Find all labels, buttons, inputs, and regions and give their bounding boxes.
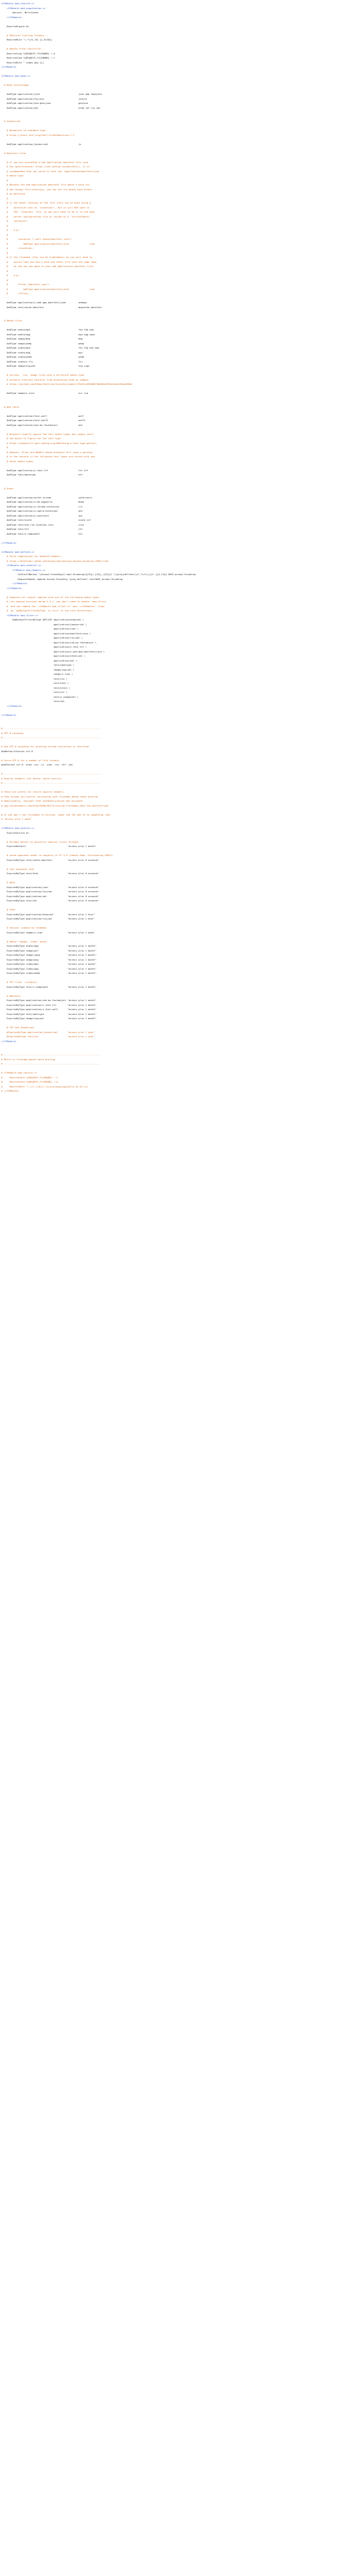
code-line: ExpiresByType image/gif "access plus 1 month"	[1, 948, 97, 952]
code-line: # Favicon (cannot be renamed)	[1, 926, 47, 929]
code-line	[1, 708, 361, 713]
code-line: ExpiresByType application/x-font-ttf "access plus 1 month"	[1, 1003, 97, 1006]
code-line: # Because the web application manifest file doesn't have its	[1, 183, 90, 186]
code-line: # server configuration file or inside of a `<VirtualHost>`	[1, 214, 91, 218]
code-line: # ----------------------------------------------------------------------	[1, 736, 101, 739]
code-line	[1, 1048, 361, 1053]
code-line: </IfModule>	[1, 541, 17, 544]
code-line: # <IfModule mod_rewrite.c>	[1, 1071, 37, 1074]
code-line: # as the one you gave to your web application manifest file)	[1, 265, 94, 268]
code-line: # Expires headers (for better cache control)	[1, 776, 62, 780]
code-line	[1, 309, 361, 314]
code-line: # container)	[1, 219, 28, 222]
code-line	[1, 137, 361, 142]
code-line: AddType application/x-web-app-manifest+json webapp	[1, 301, 87, 304]
code-line: AddType video/mp4 f4v f4p m4v mp4	[1, 346, 100, 349]
code-line: # RewriteCond %{REQUEST_FILENAME} !-d	[1, 1080, 58, 1083]
code-line: # <Files "manifest.json">	[1, 283, 50, 286]
code-line: #ExpiresByType text/css "access plus 1 year"	[1, 1035, 95, 1038]
code-line: # Normalize to standard type.	[1, 129, 47, 132]
code-line: RequestHeader append Accept-Encoding "gzip,deflate" env=HAVE_Accept-Encoding	[1, 577, 123, 581]
code-line: AddType application/vnd.geo+json geojson	[1, 101, 89, 105]
code-line	[1, 427, 361, 432]
code-line: #	[1, 196, 8, 200]
code-line	[1, 767, 361, 772]
code-line: # the bytes to figure out the font type.	[1, 437, 62, 440]
code-line	[1, 115, 361, 120]
code-line: # CSS and JavaScript	[1, 1026, 34, 1029]
code-line: AddType image/webp webp	[1, 341, 84, 345]
code-line: AddType image/x-icon cur ico	[1, 391, 89, 394]
code-line: SetEnvIfNoCase ^(Accept-EncodXng|X-cept-Encoding|X{15}|~{15}|-{15})$ ^((gzip|deflate)\s*,?\s*)+|[X~-]{4,13}$ HAVE_Accept-Encoding	[1, 573, 196, 576]
code-line: ExpiresByType text/cache-manifest "access plus 0 seconds"	[1, 858, 100, 861]
code-line: AddType application/x-opera-extension oex	[1, 509, 83, 512]
code-line: # and can remove the `<IfModule mod_filter.c>` and `</IfModule>` lines	[1, 604, 105, 608]
code-line: ExpiresByType application/ld+json "access plus 0 seconds"	[1, 890, 100, 893]
code-line	[1, 323, 361, 328]
code-line: image/svg+xml \	[1, 668, 75, 671]
code-line: # Force compression for mangled headers.	[1, 555, 62, 558]
code-line: ExpiresByType text/x-component "access plus 1 month"	[1, 985, 97, 988]
code-line: font/opentype \	[1, 663, 75, 666]
code-line: application/manifest+json \	[1, 631, 91, 635]
code-line: # Built-in filename-based cache busting	[1, 1057, 56, 1061]
code-line: AddType text/vcard vcard vcf	[1, 518, 91, 521]
code-line: # "access plus 1 week".	[1, 817, 33, 820]
code-line: # Additionally, consider that outdated proxies may miscache	[1, 799, 83, 802]
code-line: application/xml \	[1, 658, 77, 662]
code-line: # These are pretty far-future expires headers.	[1, 790, 65, 793]
code-line	[1, 835, 361, 840]
code-line: # (for Apache versions below 2.3.7, you don't need to enable `mod_filter`	[1, 600, 108, 603]
code-line: # They assume you control versioning with filename-based cache busting	[1, 794, 98, 798]
code-line: # prevents Internet Explorer from displaying them as images:	[1, 378, 90, 381]
code-line	[1, 42, 361, 47]
code-line	[1, 545, 361, 550]
code-line: AddType video/x-flv flv	[1, 359, 83, 363]
code-line: AddCharset utf-8 .atom .css .js .json .rss .vtt .xml	[1, 763, 73, 766]
code-line: #ExpiresByType application/javascript "access plus 1 year"	[1, 1030, 95, 1034]
code-line: AddType image/svg+xml svg svgz	[1, 364, 90, 367]
code-line: AddType application/javascript js	[1, 142, 81, 146]
code-line: ExpiresByType text/html "access plus 0 seconds"	[1, 872, 100, 875]
code-line: AddType video/webm webm	[1, 355, 84, 358]
code-line: AddType text/cache-manifest appcache manifest	[1, 305, 102, 309]
code-line	[1, 849, 361, 854]
code-line	[1, 1066, 361, 1071]
code-line: # Web fonts	[1, 405, 19, 408]
code-line: # 2) the filename (this can be problematic as you will need to	[1, 256, 92, 259]
code-line: # AddType application/manifest+json json	[1, 242, 95, 245]
code-line: #	[1, 233, 8, 236]
code-line	[1, 1043, 361, 1048]
code-line	[1, 989, 361, 994]
code-line: AddType application/font-woff2 woff2	[1, 419, 86, 422]
code-line: </IfModule>	[1, 713, 17, 716]
code-line: # by matching:	[1, 192, 27, 195]
code-line: ExpiresActive on	[1, 831, 29, 834]
code-line: # HTC files (css3pie)	[1, 980, 37, 984]
code-line: application/javascript \	[1, 622, 87, 626]
code-line	[1, 753, 361, 758]
code-line: # Other	[1, 486, 14, 490]
code-line: #	[1, 251, 8, 254]
code-line: # e.g.:	[1, 274, 21, 277]
code-line	[1, 740, 361, 745]
code-line: # RewriteCond %{REQUEST_FILENAME} !-f	[1, 1075, 58, 1079]
code-line: ExpiresByType image/svg+xml "access plus 1 month"	[1, 1017, 97, 1020]
code-line: ExpiresByType text/xml "access plus 0 seconds"	[1, 899, 100, 902]
code-line: text/css \	[1, 677, 68, 680]
code-line: # Browsers usually ignore the font media types and simply sniff	[1, 432, 94, 436]
code-line: # Manifest files	[1, 151, 27, 155]
code-line	[1, 400, 361, 405]
code-line	[1, 935, 361, 939]
code-line: # Feed	[1, 908, 15, 911]
code-line: AddType application/xml atom rdf rss xml	[1, 106, 101, 109]
code-line: # ensure that you don't have any other file with the same name	[1, 260, 97, 263]
code-line	[1, 155, 361, 160]
code-line	[1, 463, 361, 468]
code-line: # Compress all output labeled with one of the following media types	[1, 595, 100, 599]
code-line: # the specification: https://w3c.github.io/manifest/), it is	[1, 165, 90, 168]
code-line: ExpiresByType image/png "access plus 1 month"	[1, 958, 97, 961]
code-line: </IfModule>	[1, 704, 22, 707]
code-line: # www.stevesouders.com/blog/2008/08/23/revving-filenames-dont-use-querystring/	[1, 803, 109, 807]
code-line	[1, 785, 361, 790]
code-line	[1, 69, 361, 74]
code-line: AddDefaultCharset utf-8	[1, 749, 33, 753]
code-line	[1, 876, 361, 881]
code-line: # Serving `.ico` image files with a different media type	[1, 373, 84, 376]
code-line: # directive such as `<Location>`, but it will NOT work in	[1, 205, 90, 209]
code-line: # cache.appcache needs re-requests in FF 3.6 (thanks Remy ~Introducing HTML5)	[1, 854, 113, 857]
code-line: # Data	[1, 881, 15, 884]
code-line: # the `.htaccess` file, so you will have to do it in the main	[1, 210, 95, 213]
code-line	[1, 590, 361, 595]
code-line: # Handle Front Controller...	[1, 47, 46, 50]
code-line: # ----------------------------------------------------------------------	[1, 1053, 101, 1056]
code-line	[1, 921, 361, 926]
code-line: # https://mimesniff.spec.whatwg.org/#matching-a-font-type-pattern	[1, 441, 97, 445]
code-line	[1, 808, 361, 813]
code-line	[1, 396, 361, 401]
code-line: ExpiresByType audio/ogg "access plus 1 month"	[1, 944, 97, 947]
code-line	[1, 146, 361, 151]
code-line	[1, 124, 361, 129]
code-line: application/x-font-ttf \	[1, 645, 87, 648]
code-line	[1, 491, 361, 495]
code-line: # Redirect Trailing Slashes...	[1, 33, 48, 37]
code-line: application/rss+xml \	[1, 636, 83, 639]
code-line	[1, 19, 361, 24]
code-line	[1, 481, 361, 486]
code-line: Options -MultiViews	[1, 11, 39, 14]
code-line: AddType application/font-woff woff	[1, 414, 84, 417]
code-line: AddType application/x-font-ttf ttc ttf	[1, 468, 89, 472]
code-line: application/xhtml+xml \	[1, 654, 86, 657]
code-line: # 1) the exact location of the file (this can be done using a	[1, 201, 91, 204]
code-line: </IfModule>	[1, 65, 17, 68]
code-line	[1, 477, 361, 482]
code-line: AddType audio/mp4 f4a f4b m4a	[1, 328, 94, 331]
code-line: # Use UTF-8 encoding for anything served text/plain or text/html	[1, 745, 90, 748]
code-line: AddType image/bmp bmp	[1, 337, 83, 340]
code-line: text/x-component \	[1, 695, 79, 698]
code-line: # </Files>	[1, 292, 29, 295]
code-line: # https://tools.ietf.org/html/rfc4329#section-7.2	[1, 133, 75, 137]
code-line	[1, 822, 361, 826]
code-line	[1, 722, 361, 727]
code-line: <IfModule mod_deflate.c>	[1, 550, 34, 553]
code-line: AddType application/vnd.ms-fontobject eot	[1, 423, 83, 427]
code-line: # Force UTF-8 for a number of file formats	[1, 758, 60, 762]
code-line: RewriteCond %{REQUEST_FILENAME} !-f	[1, 56, 56, 59]
code-line: <IfModule mod_setenvif.c>	[1, 564, 42, 567]
code-line: ExpiresByType image/x-icon "access plus 1 week"	[1, 930, 95, 934]
code-line	[1, 1021, 361, 1026]
code-line: # If you don't use filenames to version, lower the CSS and JS to something like	[1, 813, 110, 816]
code-line: AddType application/x-chrome-extension crx	[1, 504, 83, 508]
code-line: # ----------------------------------------------------------------------	[1, 727, 101, 730]
code-line	[1, 88, 361, 92]
code-line: ExpiresByType video/webm "access plus 1 month"	[1, 971, 97, 974]
code-line: AddType text/vnd.rim.location.xloc xloc	[1, 523, 84, 526]
code-line: <IfModule mod_mime.c>	[1, 74, 31, 77]
code-line: AddType application/x-bb-appworld bbaw	[1, 500, 84, 503]
code-line	[1, 79, 361, 83]
code-line: ExpiresByType application/x-font-woff "access plus 1 month"	[1, 1008, 97, 1011]
code-line: <IfModule mod_expires.c>	[1, 826, 34, 829]
code-line	[1, 903, 361, 908]
code-line: # <Location "/.well-known/manifest.json">	[1, 237, 72, 240]
code-line: # ----------------------------------------------------------------------	[1, 772, 101, 775]
code-line: ExpiresByType image/jpeg "access plus 1 month"	[1, 953, 97, 956]
code-line: AddType font/opentype otf	[1, 473, 83, 476]
code-line: # own unique file extension, you can set its media type either	[1, 187, 92, 191]
code-line: text/xml	[1, 700, 65, 703]
code-line: <IfModule mod_headers.c>	[1, 568, 46, 572]
code-line: ExpiresByType application/xml "access plus 0 seconds"	[1, 894, 100, 898]
code-line	[1, 409, 361, 414]
code-line: RewriteCond %{REQUEST_FILENAME} !-d	[1, 51, 56, 55]
code-line: AddType application/json json map topojson	[1, 92, 102, 95]
code-line	[1, 28, 361, 33]
code-line: AddOutputFilterByType DEFLATE application/atom+xml \	[1, 618, 84, 621]
code-line: # in the console if the following font types are served with any	[1, 455, 95, 458]
code-line: </IfModule>	[1, 582, 28, 585]
code-line: RewriteRule ^(.*)/$ /$1 [L,R=301]	[1, 38, 52, 41]
code-line: # https://developer.yahoo.com/blogs/ydn/pushing-beyond-gzipping-25601.html	[1, 559, 109, 562]
code-line: AddType audio/ogg oga ogg opus	[1, 332, 95, 336]
code-line: # recommended that you serve it with the `application/manifest+json`	[1, 169, 101, 173]
code-line	[1, 536, 361, 541]
code-line: # ----------------------------------------------------------------------	[1, 781, 101, 784]
code-line: # Your document html	[1, 867, 34, 871]
code-line: # as `AddOutputFilterByType` is still in the core directives).	[1, 609, 94, 612]
code-line: #	[1, 278, 8, 282]
code-line: # AddType application/manifest+json json	[1, 287, 95, 291]
code-line: # RewriteRule ^(.+)\.(\d+)\.(js|css|png|jpg|gif)$ $1.$3 [L]	[1, 1084, 89, 1088]
code-line: application/x-web-app-manifest+json \	[1, 649, 105, 653]
code-line: # Data interchange	[1, 83, 29, 86]
code-listing	[1, 1, 361, 1093]
code-line: # Webfonts	[1, 994, 21, 997]
code-line: ExpiresByType video/ogg "access plus 1 month"	[1, 967, 97, 970]
code-line: # Perhaps better to whitelist expires rules? Perhaps.	[1, 840, 80, 843]
code-line	[1, 387, 361, 391]
code-line: # </Location>	[1, 246, 33, 250]
code-line: #	[1, 446, 8, 449]
code-line	[1, 369, 361, 373]
code-line: image/x-icon \	[1, 672, 73, 675]
code-line: AddType application/x-xpinstall xpi	[1, 514, 83, 517]
code-line: text/html \	[1, 681, 69, 684]
code-line: # ----------------------------------------------------------------------	[1, 1062, 101, 1065]
code-line: # https://github.com/h5bp/html5-boilerplate/commit/37b5fec090d00f38de64b591bcddcb205aadf8ee	[1, 382, 133, 385]
code-line: ExpiresByType font/opentype "access plus 1 month"	[1, 1012, 97, 1016]
code-line: RewriteEngine On	[1, 24, 29, 28]
code-line: AddType video/ogg ogv	[1, 350, 83, 354]
code-line: AddType application/ld+json jsonld	[1, 97, 87, 100]
code-line	[1, 717, 361, 722]
code-line: RewriteRule ^ index.php [L]	[1, 60, 44, 64]
code-line: </IfModule>	[1, 1039, 17, 1043]
code-line: #	[1, 269, 8, 272]
code-line: #	[1, 178, 8, 182]
code-line: AddType application/octet-stream safariextz	[1, 495, 92, 499]
code-line: ExpiresByType video/mp4 "access plus 1 month"	[1, 962, 97, 965]
code-line: # media type.	[1, 174, 25, 177]
code-line: # other media types.	[1, 459, 34, 463]
code-line: </IfModule>	[1, 586, 22, 590]
code-line: text/vtt \	[1, 691, 68, 694]
code-line: ExpiresByType application/rss+xml "access plus 1 hour"	[1, 917, 95, 920]
code-line: # If you are providing a web application manifest file (see	[1, 160, 89, 164]
code-line: AddType text/x-component htc	[1, 532, 83, 535]
code-line: # e.g.:	[1, 228, 21, 231]
code-line: # JavaScript	[1, 120, 21, 123]
code-line: # </IfModule>	[1, 1089, 19, 1092]
code-line: application/vnd.ms-fontobject \	[1, 640, 97, 644]
code-line: # However, Blink and WebKit based browsers will show a warning	[1, 450, 92, 454]
code-line	[1, 296, 361, 301]
code-line: ExpiresByType application/vnd.ms-fontobject "access plus 1 month"	[1, 999, 97, 1002]
code-line: # Media files	[1, 319, 22, 322]
code-line: # Media: images, video, audio	[1, 939, 47, 943]
code-line: <IfModule mod_negotiation.c>	[1, 6, 46, 10]
code-line: #	[1, 224, 8, 227]
code-line: text/plain \	[1, 686, 71, 689]
code-line: ExpiresByType application/atom+xml "access plus 1 hour"	[1, 912, 95, 916]
code-line: <IfModule mod_filter.c>	[1, 613, 39, 617]
code-line: </IfModule>	[1, 15, 22, 19]
code-line: ExpiresDefault "access plus 1 month"	[1, 845, 97, 848]
code-line	[1, 110, 361, 115]
code-line: AddType text/vtt vtt	[1, 527, 83, 530]
code-line	[1, 976, 361, 980]
code-line: <IfModule mod_rewrite.c>	[1, 2, 34, 5]
code-line: application/json \	[1, 627, 79, 630]
code-line: # UTF-8 encoding	[1, 731, 24, 735]
code-line: ExpiresByType application/json "access plus 0 seconds"	[1, 885, 100, 889]
code-line	[1, 862, 361, 867]
code-line	[1, 314, 361, 319]
